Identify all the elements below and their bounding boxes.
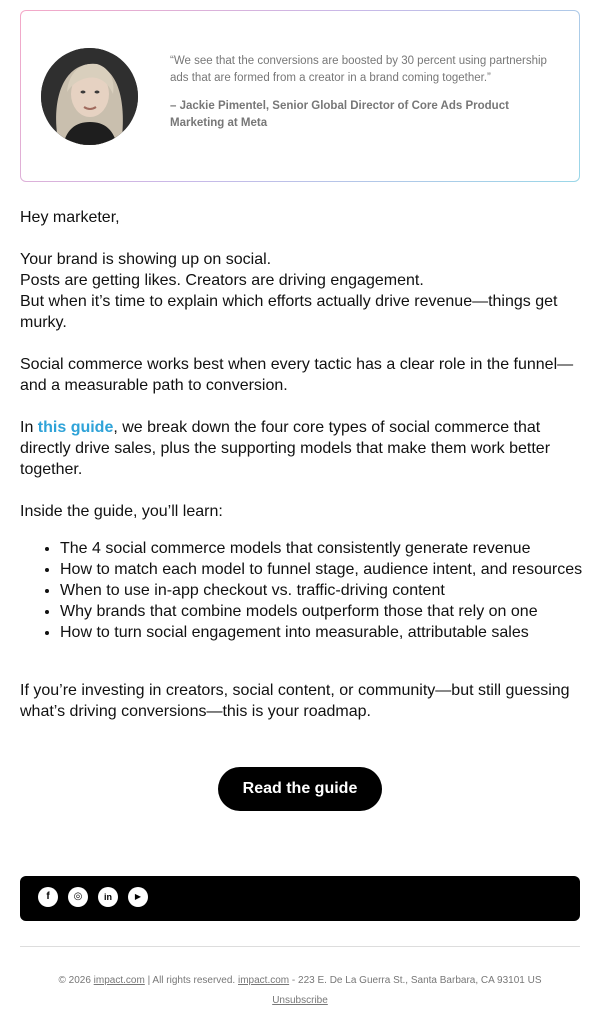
portrait-image [41, 48, 138, 145]
list-item: • How to match each model to funnel stage, audience intent, and resources [60, 559, 600, 580]
guide-paragraph-suffix: , we break down the four core types of social commerce that directly drive sales, plus the supporting models that make them work better together. [20, 419, 551, 478]
quote-text: “We see that the conversions are boosted by 30 percent using partnership ads that are formed from a creator in a brand coming together.” [170, 55, 547, 84]
list-item: • When to use in-app checkout vs. traffic-driving content [60, 580, 600, 601]
address-text: - 223 E. De La Guerra St., Santa Barbara, CA 93101 US [289, 975, 542, 986]
footer-unsubscribe [20, 994, 580, 1008]
intro-paragraph [20, 249, 580, 333]
linkedin-icon[interactable]: in [98, 887, 118, 907]
unsubscribe-link[interactable]: Unsubscribe [272, 995, 328, 1006]
learn-intro [20, 501, 580, 522]
learn-intro-text: Inside the guide, you’ll learn: [20, 503, 223, 520]
quote-card-inner [21, 11, 579, 181]
this-guide-link[interactable]: this guide [37, 419, 114, 436]
copyright-text: © 2026 [58, 975, 94, 986]
social-bar [20, 876, 580, 921]
closing-paragraph-text: If you’re investing in creators, social content, or community—but still guessing what’s driving conversions—this is your roadmap. [20, 682, 570, 720]
impact-link[interactable]: impact.com [93, 975, 145, 986]
impact-link-secondary[interactable]: impact.com [238, 975, 290, 986]
greeting-text: Hey marketer, [20, 209, 120, 226]
footer-copyright [20, 974, 580, 988]
instagram-icon[interactable]: ◎ [68, 887, 88, 907]
read-the-guide-button[interactable]: Read the guide [218, 767, 382, 811]
rights-text: | All rights reserved. [144, 975, 238, 986]
guide-paragraph [20, 417, 580, 480]
funnel-paragraph-text: Social commerce works best when every tactic has a clear role in the funnel—and a measurable path to conversion. [20, 356, 574, 394]
youtube-icon[interactable]: ▶ [128, 887, 148, 907]
intro-line-1: Your brand is showing up on social. [20, 251, 272, 268]
funnel-paragraph [20, 354, 580, 396]
footer-divider [20, 946, 580, 947]
facebook-icon[interactable]: f [38, 887, 58, 907]
list-item: • The 4 social commerce models that consistently generate revenue [60, 538, 600, 559]
greeting [20, 207, 580, 228]
intro-line-3: But when it’s time to explain which efforts actually drive revenue—things get murky. [20, 293, 558, 331]
closing-paragraph [20, 680, 580, 722]
list-item: • Why brands that combine models outperform those that rely on one [60, 601, 600, 622]
list-item: • How to turn social engagement into measurable, attributable sales [60, 622, 600, 643]
learn-list [20, 538, 600, 643]
guide-paragraph-text [20, 417, 580, 480]
quote-card [20, 10, 580, 182]
quote-attribution: – Jackie Pimentel, Senior Global Director of Core Ads Product Marketing at Meta [170, 100, 509, 129]
intro-line-2: Posts are getting likes. Creators are driving engagement. [20, 272, 424, 289]
avatar [41, 48, 138, 145]
guide-paragraph-prefix: In [20, 419, 38, 436]
